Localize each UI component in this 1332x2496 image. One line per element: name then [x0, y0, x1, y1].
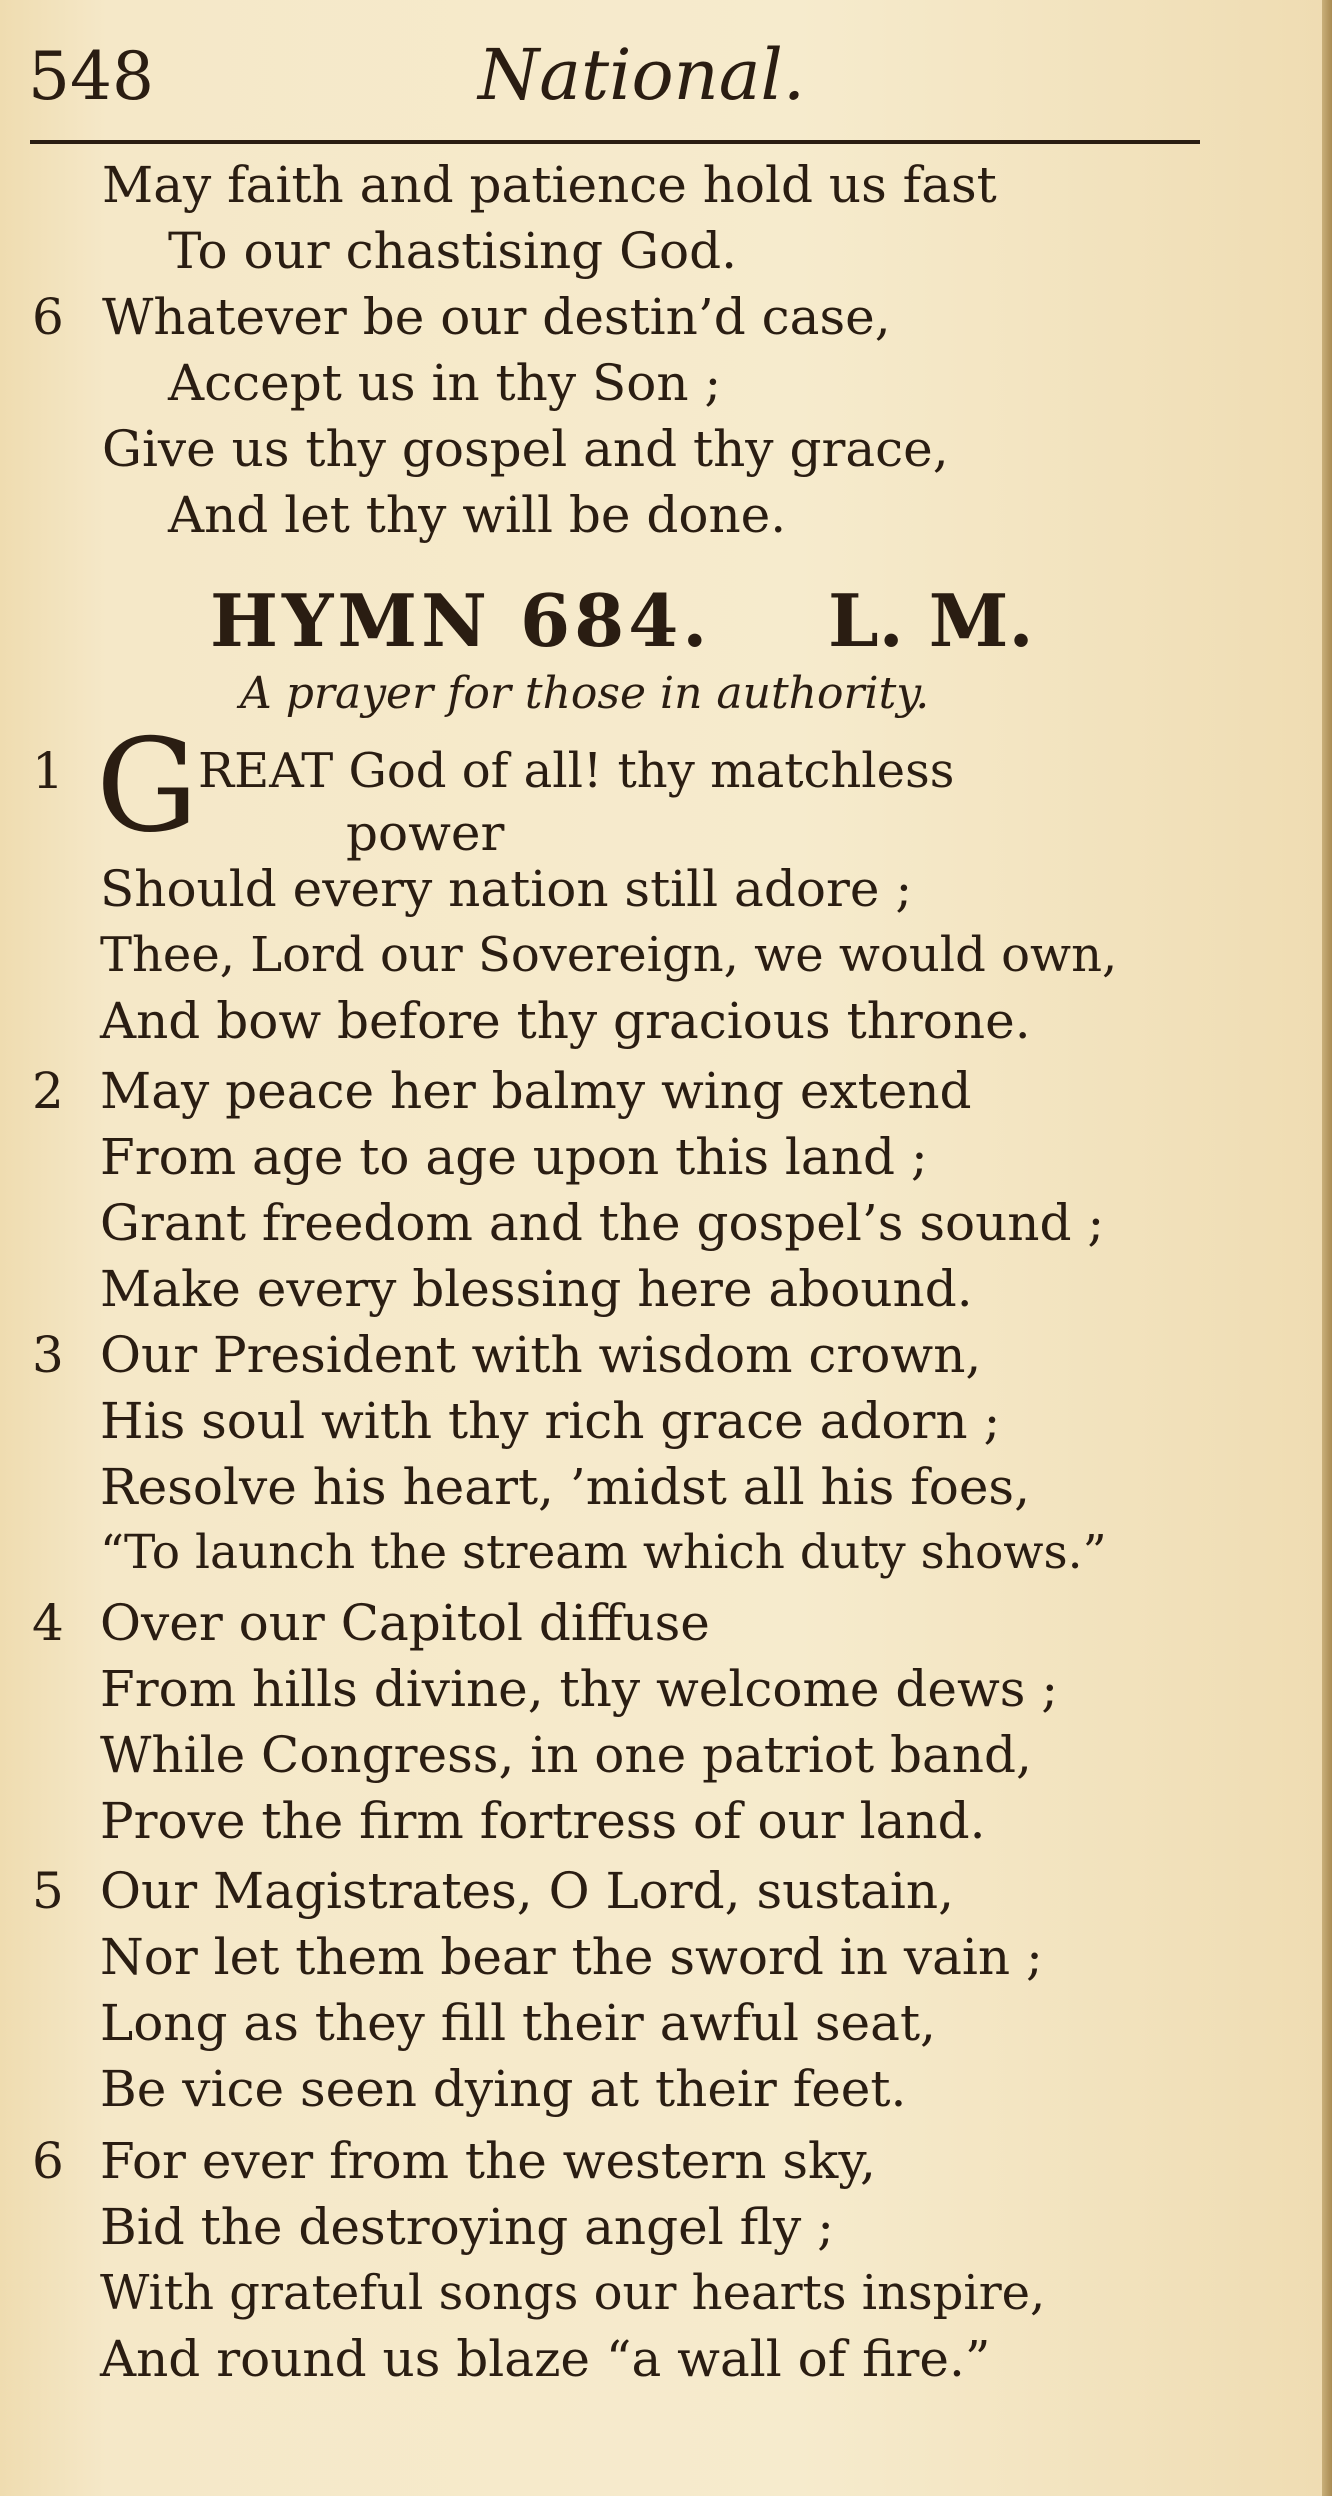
verse-line: And bow before thy gracious throne. [100, 992, 1031, 1050]
verse-line: Grant freedom and the gospel’s sound ; [100, 1194, 1105, 1252]
verse-line: His soul with thy rich grace adorn ; [100, 1392, 1001, 1450]
verse-number: 6 [32, 288, 64, 346]
verse-line: May faith and patience hold us fast [102, 156, 997, 214]
stanza-number: 2 [32, 1062, 64, 1120]
hymn-subtitle: A prayer for those in authority. [240, 668, 930, 719]
header-rule [30, 140, 1200, 144]
verse-line: Over our Capitol diffuse [100, 1594, 710, 1652]
verse-line: Our President with wisdom crown, [100, 1326, 982, 1384]
verse-line: Bid the destroying angel fly ; [100, 2198, 834, 2256]
verse-line: REAT God of all! thy matchless [198, 743, 955, 799]
verse-line: To our chastising God. [168, 222, 738, 280]
running-title: National. [478, 34, 806, 116]
verse-line: “To launch the stream which duty shows.” [100, 1525, 1107, 1580]
verse-line: Our Magistrates, O Lord, sustain, [100, 1862, 954, 1920]
hymn-title: HYMN 684. [210, 578, 712, 663]
hymn-meter: L. M. [828, 578, 1034, 663]
verse-line: Long as they fill their awful seat, [100, 1994, 936, 2052]
stanza-number: 1 [32, 742, 64, 800]
stanza-number: 4 [32, 1594, 64, 1652]
verse-line: While Congress, in one patriot band, [100, 1726, 1032, 1784]
verse-line: From age to age upon this land ; [100, 1128, 928, 1186]
verse-line: From hills divine, thy welcome dews ; [100, 1660, 1059, 1718]
verse-line: Give us thy gospel and thy grace, [102, 420, 949, 478]
verse-line: Should every nation still adore ; [100, 860, 913, 918]
page-number: 548 [28, 38, 154, 115]
verse-line: Be vice seen dying at their feet. [100, 2060, 907, 2118]
verse-line: Make every blessing here abound. [100, 1260, 973, 1318]
verse-line: May peace her balmy wing extend [100, 1062, 972, 1120]
verse-line: For ever from the western sky, [100, 2132, 876, 2190]
verse-line: Nor let them bear the sword in vain ; [100, 1928, 1043, 1986]
stanza-number: 6 [32, 2132, 64, 2190]
verse-line: Accept us in thy Son ; [168, 354, 722, 412]
verse-line: Whatever be our destin’d case, [102, 288, 891, 346]
stanza-number: 5 [32, 1862, 64, 1920]
stanza-number: 3 [32, 1326, 64, 1384]
verse-line: With grateful songs our hearts inspire, [100, 2265, 1046, 2321]
verse-line: Prove the firm fortress of our land. [100, 1792, 986, 1850]
page-header [28, 28, 1198, 118]
verse-line: And round us blaze “a wall of fire.” [100, 2330, 991, 2388]
verse-line: Thee, Lord our Sovereign, we would own, [100, 927, 1118, 983]
verse-line: And let thy will be done. [168, 486, 787, 544]
drop-cap: G [96, 712, 199, 861]
verse-line: Resolve his heart, ’midst all his foes, [100, 1458, 1030, 1516]
verse-line: power [346, 804, 505, 862]
page-edge [1322, 0, 1332, 2496]
